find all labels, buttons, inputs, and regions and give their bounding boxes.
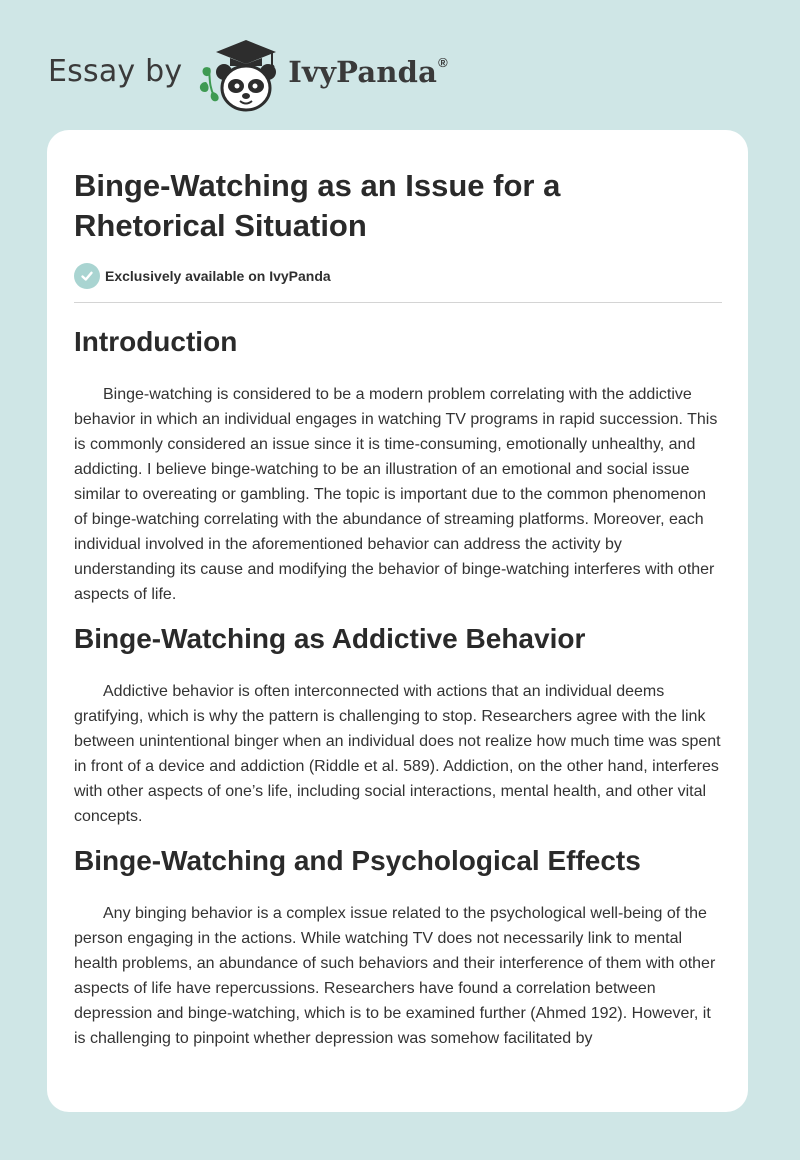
brand-text: IvyPanda (288, 55, 438, 89)
brand-name[interactable] (288, 55, 448, 89)
section-heading: Binge-Watching and Psychological Effects (74, 845, 641, 876)
section-heading: Introduction (74, 326, 238, 357)
title-divider (74, 302, 722, 303)
panda-graduate-icon[interactable] (196, 34, 282, 114)
section-paragraph: Addictive behavior is often interconnected with actions that an individual deems gratifying, which is why the pattern is challenging to stop. Researchers agree with the link between unintentional binger when an individual does not realize how much time was spent in front of a device and addiction (Riddle et al. 589). Addiction, on the other hand, interferes with other aspects of one’s life, including social interactions, mental health, and other vital concepts. (74, 683, 721, 825)
section-paragraph: Any binging behavior is a complex issue related to the psychological well-being of the person engaging in the actions. While watching TV does not necessarily link to mental health problems, an abundance of such behaviors and their interference of them with other aspects of life have repercussions. Researchers have found a correlation between depression and binge-watching, which is to be examined further (Ahmed 192). However, it is challenging to pinpoint whether depression was somehow facilitated by (74, 905, 716, 1047)
section-paragraph: Binge-watching is considered to be a modern problem correlating with the addictive behavior in which an individual engages in watching TV programs in rapid succession. This is commonly considered an issue since it is time-consuming, emotionally unhealthy, and addicting. I believe binge-watching to be an illustration of an emotional and social issue similar to overeating or gambling. The topic is important due to the common phenomenon of binge-watching correlating with the abundance of streaming platforms. Moreover, each individual involved in the aforementioned behavior can address the activity by understanding its cause and modifying the behavior of binge-watching interferes with other aspects of life. (74, 386, 718, 603)
exclusive-badge (74, 262, 721, 290)
section-heading: Binge-Watching as Addictive Behavior (74, 623, 586, 654)
check-icon (74, 263, 100, 289)
essay-by-label: Essay by (48, 53, 183, 89)
site-header (48, 34, 448, 114)
article-card (47, 130, 748, 1112)
exclusive-badge-label: Exclusively available on IvyPanda (105, 268, 331, 284)
article-title: Binge-Watching as an Issue for a Rhetorical Situation (74, 168, 561, 243)
registered-mark: ® (438, 55, 448, 71)
